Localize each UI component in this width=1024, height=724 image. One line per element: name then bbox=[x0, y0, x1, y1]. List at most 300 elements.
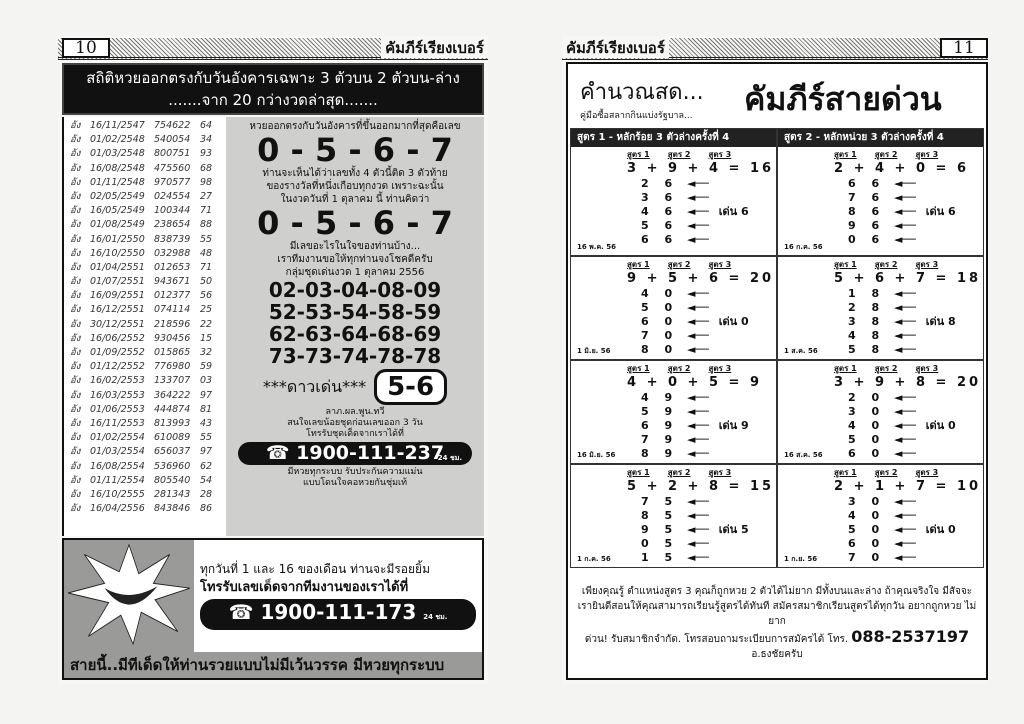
day: อัง bbox=[70, 503, 81, 515]
text-line: โทรรับชุดเด็ดจากเราได้ที่ bbox=[306, 429, 404, 439]
digit-pair: 6 6 bbox=[848, 177, 886, 190]
day: อัง bbox=[70, 446, 81, 458]
number-set: 02-03-04-08-09 bbox=[268, 278, 442, 302]
digit-pair: 4 0 bbox=[848, 509, 886, 522]
formula-labels bbox=[627, 259, 776, 270]
date: 16/11/2553 bbox=[90, 417, 145, 429]
two-digit: 68 bbox=[200, 162, 213, 174]
day: อัง bbox=[70, 474, 81, 486]
date: 16/08/2548 bbox=[90, 162, 145, 174]
history-row bbox=[64, 176, 226, 190]
history-row bbox=[64, 218, 226, 232]
panel-header: สูตร 2 - หลักหน่วย 3 ตัวล่างครั้งที่ 4 bbox=[778, 129, 983, 147]
two-digit: 25 bbox=[200, 304, 213, 316]
date: 01/12/2552 bbox=[90, 361, 145, 373]
day: อัง bbox=[70, 134, 81, 146]
ad-body bbox=[64, 540, 482, 652]
history-row bbox=[64, 147, 226, 161]
formula-label: สูตร 1 bbox=[627, 150, 650, 159]
digit-row bbox=[848, 495, 983, 509]
digit-row bbox=[641, 287, 776, 301]
digit-row bbox=[848, 537, 983, 551]
digit-row bbox=[641, 391, 776, 405]
day: อัง bbox=[70, 148, 81, 160]
day: อัง bbox=[70, 403, 81, 415]
day: อัง bbox=[70, 304, 81, 316]
hot-digits: 0 - 5 - 6 - 7 bbox=[257, 131, 453, 169]
digit-pair: 3 8 bbox=[848, 315, 886, 328]
date: 01/08/2549 bbox=[90, 219, 145, 231]
digit-row bbox=[848, 287, 983, 301]
day: อัง bbox=[70, 361, 81, 373]
footer-line: เพียงคุณรู้ ตำแหน่งสูตร 3 คุณก็ถูกหวย 2 ตัวได้ไม่ยาก มีทั้งบนและล่าง ถ้าคุณจริงใจ มีสัจจะ bbox=[581, 586, 973, 597]
arrow-icon: ◄── bbox=[894, 177, 916, 190]
highlight-digit: เด่น 0 bbox=[925, 523, 956, 536]
highlight-digit: เด่น 9 bbox=[718, 419, 749, 432]
digit-row bbox=[848, 191, 983, 205]
digit-row bbox=[641, 191, 776, 205]
arrow-icon: ◄── bbox=[894, 233, 916, 246]
date: 01/06/2553 bbox=[90, 403, 145, 415]
history-row bbox=[64, 133, 226, 147]
date: 16/03/2553 bbox=[90, 389, 145, 401]
arrow-icon: ◄── bbox=[687, 315, 709, 328]
analysis-panel bbox=[226, 117, 484, 536]
phone-note: 24 ชม. bbox=[437, 454, 462, 462]
digit-pair: 2 6 bbox=[641, 177, 679, 190]
digit-row bbox=[848, 343, 983, 357]
digit-pair: 5 9 bbox=[641, 405, 679, 418]
highlight-digit: เด่น 5 bbox=[718, 523, 749, 536]
page-header bbox=[58, 38, 488, 60]
date: 16/05/2549 bbox=[90, 205, 145, 217]
draw-date: 1 ก.ค. 56 bbox=[577, 555, 611, 563]
day: อัง bbox=[70, 318, 81, 330]
ad-phone bbox=[200, 599, 476, 630]
draw-date: 16 พ.ค. 56 bbox=[577, 243, 616, 251]
highlight-digit: เด่น 6 bbox=[718, 205, 749, 218]
prize-number: 813993 bbox=[154, 417, 191, 429]
date: 16/10/2555 bbox=[90, 488, 145, 500]
formula-label: สูตร 1 bbox=[834, 468, 857, 477]
text-line: ของรางวัลที่หนึ่งเกือบทุกงวด เพราะฉะนั้น bbox=[266, 181, 444, 192]
footer-phone: 088-2537197 bbox=[851, 627, 970, 646]
formula-panel bbox=[777, 360, 984, 464]
draw-date: 1 ส.ค. 56 bbox=[784, 347, 818, 355]
digit-pair: 8 9 bbox=[641, 447, 679, 460]
two-digit: 48 bbox=[200, 247, 213, 259]
phone-number: 1900-111-237 bbox=[296, 442, 445, 464]
text-line: สนใจเลขน้อยชุดก่อนเลขออก 3 วัน bbox=[287, 418, 423, 428]
left-page bbox=[58, 36, 488, 684]
formula-panel bbox=[777, 464, 984, 568]
prize-number: 024554 bbox=[154, 190, 191, 202]
digit-pair: 6 0 bbox=[848, 447, 886, 460]
arrow-icon: ◄── bbox=[894, 509, 916, 522]
text-line: มีเลขอะไรในใจของท่านบ้าง... bbox=[289, 241, 421, 252]
digit-row bbox=[848, 219, 983, 233]
day: อัง bbox=[70, 460, 81, 472]
date: 30/12/2551 bbox=[90, 318, 145, 330]
equation: 9 + 5 + 6 = 20 bbox=[627, 271, 775, 286]
prize-number: 281343 bbox=[154, 488, 191, 500]
history-row bbox=[64, 233, 226, 247]
two-digit: 97 bbox=[200, 446, 213, 458]
two-digit: 59 bbox=[200, 361, 213, 373]
formula-label: สูตร 3 bbox=[708, 364, 732, 373]
digit-row bbox=[641, 315, 776, 329]
digit-pair: 8 0 bbox=[641, 343, 679, 356]
digit-pair: 2 8 bbox=[848, 301, 886, 314]
brand-logo: คัมภีร์เรียงเบอร์ bbox=[562, 38, 669, 58]
equation: 5 + 2 + 8 = 15 bbox=[627, 479, 775, 494]
formula-label: สูตร 2 bbox=[667, 468, 691, 477]
digit-pair: 5 8 bbox=[848, 343, 886, 356]
digit-pair: 5 6 bbox=[641, 219, 679, 232]
equation: 2 + 1 + 7 = 10 bbox=[834, 479, 982, 494]
history-row bbox=[64, 289, 226, 303]
formula-label: สูตร 2 bbox=[874, 260, 898, 269]
formula-label: สูตร 1 bbox=[834, 150, 857, 159]
arrow-icon: ◄── bbox=[894, 551, 916, 564]
right-page bbox=[562, 36, 988, 684]
digit-row bbox=[848, 523, 983, 537]
date: 16/11/2547 bbox=[90, 120, 145, 131]
formula-label: สูตร 2 bbox=[667, 150, 691, 159]
day: อัง bbox=[70, 375, 81, 387]
footer-line: เรายินดีสอนให้คุณสามารถเรียนรู้สูตรได้ทันที สมัครสมาชิกเรียนสูตรได้ทุกวัน อยากถูกหวย ไม่ยาก bbox=[577, 601, 977, 627]
two-digit: 71 bbox=[200, 261, 213, 273]
date: 01/02/2548 bbox=[90, 134, 145, 146]
two-digit: 54 bbox=[200, 474, 213, 486]
digit-row bbox=[641, 205, 776, 219]
arrow-icon: ◄── bbox=[894, 405, 916, 418]
history-row bbox=[64, 346, 226, 360]
equation: 3 + 9 + 8 = 20 bbox=[834, 375, 982, 390]
history-row bbox=[64, 303, 226, 317]
arrow-icon: ◄── bbox=[894, 523, 916, 536]
formula-panel bbox=[570, 464, 777, 568]
prize-number: 930456 bbox=[154, 332, 191, 344]
day: อัง bbox=[70, 261, 81, 273]
digit-row bbox=[848, 433, 983, 447]
digit-pair: 4 0 bbox=[641, 287, 679, 300]
prize-number: 218596 bbox=[154, 318, 191, 330]
two-digit: 43 bbox=[200, 417, 213, 429]
digit-pair: 6 0 bbox=[848, 537, 886, 550]
number-set: 52-53-54-58-59 bbox=[268, 300, 442, 324]
digit-row bbox=[641, 301, 776, 315]
page-number: 10 bbox=[62, 38, 110, 58]
two-digit: 50 bbox=[200, 276, 213, 288]
formula-labels bbox=[834, 363, 983, 374]
text-line: ในงวดวันที่ 1 ตุลาคม นี้ ท่านคิดว่า bbox=[280, 194, 430, 205]
two-digit: 28 bbox=[200, 488, 213, 500]
two-digit: 55 bbox=[200, 233, 213, 245]
arrow-icon: ◄── bbox=[894, 301, 916, 314]
digit-row bbox=[641, 447, 776, 461]
day: อัง bbox=[70, 276, 81, 288]
day: อัง bbox=[70, 417, 81, 429]
date: 16/01/2550 bbox=[90, 233, 145, 245]
digit-row bbox=[848, 447, 983, 461]
draw-date: 16 ก.ค. 56 bbox=[784, 243, 823, 251]
history-row bbox=[64, 374, 226, 388]
digit-pair: 4 6 bbox=[641, 205, 679, 218]
prize-number: 838739 bbox=[154, 233, 191, 245]
date: 01/11/2554 bbox=[90, 474, 145, 486]
arrow-icon: ◄── bbox=[687, 191, 709, 204]
digit-pair: 3 0 bbox=[848, 405, 886, 418]
day: อัง bbox=[70, 205, 81, 217]
digit-pair: 1 5 bbox=[641, 551, 679, 564]
prize-number: 133707 bbox=[154, 375, 191, 387]
page-header bbox=[562, 38, 988, 60]
draw-date: 1 มิ.ย. 56 bbox=[577, 347, 611, 355]
intro-text: หวยออกตรงกับวันอังคารที่ขึ้นออกมากที่สุดคือเลข bbox=[249, 121, 461, 132]
digit-pair: 5 0 bbox=[848, 433, 886, 446]
formula-labels bbox=[627, 467, 776, 478]
digit-pair: 4 0 bbox=[848, 419, 886, 432]
equation: 5 + 6 + 7 = 18 bbox=[834, 271, 982, 286]
ad-slogan: สายนี้..มีทีเด็ดให้ท่านรวยแบบไม่มีเว้นวรรค มีหวยทุกระบบ bbox=[64, 652, 482, 678]
digit-row bbox=[848, 419, 983, 433]
day: อัง bbox=[70, 247, 81, 259]
two-digit: 03 bbox=[200, 375, 213, 387]
formula-label: สูตร 2 bbox=[874, 364, 898, 373]
digit-pair: 0 5 bbox=[641, 537, 679, 550]
digit-pair: 6 6 bbox=[641, 233, 679, 246]
formula-label: สูตร 3 bbox=[708, 468, 732, 477]
prize-number: 015865 bbox=[154, 347, 191, 358]
phone-icon: ☎ bbox=[228, 600, 261, 624]
formula-grid bbox=[570, 128, 984, 568]
prize-number: 970577 bbox=[154, 176, 191, 188]
date: 01/04/2551 bbox=[90, 261, 145, 273]
digit-row bbox=[641, 177, 776, 191]
arrow-icon: ◄── bbox=[894, 391, 916, 404]
date: 16/08/2554 bbox=[90, 460, 145, 472]
digit-pair: 7 9 bbox=[641, 433, 679, 446]
panel-header: สูตร 1 - หลักร้อย 3 ตัวล่างครั้งที่ 4 bbox=[571, 129, 776, 147]
prize-number: 012377 bbox=[154, 290, 191, 302]
arrow-icon: ◄── bbox=[687, 391, 709, 404]
history-row bbox=[64, 431, 226, 445]
prize-number: 100344 bbox=[154, 205, 191, 217]
history-row bbox=[64, 502, 226, 516]
digit-pair: 3 6 bbox=[641, 191, 679, 204]
arrow-icon: ◄── bbox=[687, 433, 709, 446]
arrow-icon: ◄── bbox=[894, 537, 916, 550]
two-digit: 71 bbox=[200, 205, 213, 217]
digit-row bbox=[641, 551, 776, 565]
digit-row bbox=[641, 233, 776, 247]
formula-panel bbox=[570, 360, 777, 464]
two-digit: 86 bbox=[200, 503, 213, 515]
digit-row bbox=[848, 301, 983, 315]
arrow-icon: ◄── bbox=[687, 329, 709, 342]
formula-labels bbox=[627, 149, 776, 160]
two-digit: 98 bbox=[200, 176, 213, 188]
prize-number: 610089 bbox=[154, 432, 191, 444]
formula-label: สูตร 3 bbox=[708, 260, 732, 269]
text-line: มีหวยทุกระบบ รับประกันความแม่น bbox=[287, 467, 423, 477]
hotline-phone bbox=[238, 442, 472, 465]
digit-pair: 6 9 bbox=[641, 419, 679, 432]
day: อัง bbox=[70, 488, 81, 500]
prize-number: 656037 bbox=[154, 446, 191, 458]
date: 16/02/2553 bbox=[90, 375, 145, 387]
prize-number: 800751 bbox=[154, 148, 191, 160]
two-digit: 97 bbox=[200, 389, 213, 401]
formula-label: สูตร 1 bbox=[627, 468, 650, 477]
history-row bbox=[64, 417, 226, 431]
draw-date: 16 ส.ค. 56 bbox=[784, 451, 823, 459]
digit-pair: 8 6 bbox=[848, 205, 886, 218]
highlight-digit: เด่น 8 bbox=[925, 315, 956, 328]
digit-row bbox=[848, 315, 983, 329]
two-digit: 27 bbox=[200, 190, 213, 202]
number-set: 62-63-64-68-69 bbox=[268, 322, 442, 346]
history-row bbox=[64, 360, 226, 374]
date: 16/06/2552 bbox=[90, 332, 145, 344]
digit-pair: 7 0 bbox=[641, 329, 679, 342]
arrow-icon: ◄── bbox=[894, 287, 916, 300]
digit-row bbox=[848, 177, 983, 191]
text-line: ท่านจะเห็นได้ว่าเลขทั้ง 4 ตัวนี้ติด 3 ตัวท้าย bbox=[262, 168, 448, 179]
history-row bbox=[64, 119, 226, 133]
draw-date: 1 ก.ย. 56 bbox=[784, 555, 818, 563]
number-set: 73-73-74-78-78 bbox=[268, 344, 442, 368]
day: อัง bbox=[70, 120, 81, 131]
formula-label: สูตร 2 bbox=[667, 364, 691, 373]
two-digit: 64 bbox=[200, 120, 213, 131]
ad-text bbox=[194, 540, 482, 652]
arrow-icon: ◄── bbox=[687, 177, 709, 190]
date: 16/09/2551 bbox=[90, 290, 145, 302]
two-digit: 93 bbox=[200, 148, 213, 160]
highlight-digit: เด่น 0 bbox=[718, 315, 749, 328]
arrow-icon: ◄── bbox=[687, 205, 709, 218]
digit-row bbox=[848, 233, 983, 247]
formula-label: สูตร 2 bbox=[667, 260, 691, 269]
digit-row bbox=[641, 495, 776, 509]
brand-logo: คัมภีร์เรียงเบอร์ bbox=[381, 38, 488, 58]
formula-label: สูตร 1 bbox=[834, 260, 857, 269]
star-value: 5-6 bbox=[374, 369, 447, 405]
prize-number: 805540 bbox=[154, 474, 191, 486]
arrow-icon: ◄── bbox=[894, 419, 916, 432]
arrow-icon: ◄── bbox=[687, 509, 709, 522]
date: 01/02/2554 bbox=[90, 432, 145, 444]
formula-label: สูตร 3 bbox=[915, 364, 939, 373]
history-row bbox=[64, 460, 226, 474]
formula-label: สูตร 2 bbox=[874, 150, 898, 159]
day: อัง bbox=[70, 389, 81, 401]
date: 01/11/2548 bbox=[90, 176, 145, 188]
two-digit: 88 bbox=[200, 219, 213, 231]
history-row bbox=[64, 389, 226, 403]
smile-burst-icon bbox=[64, 540, 194, 652]
digit-pair: 2 0 bbox=[848, 391, 886, 404]
formula-box bbox=[566, 62, 988, 680]
digit-pair: 4 8 bbox=[848, 329, 886, 342]
formula-label: สูตร 1 bbox=[627, 364, 650, 373]
day: อัง bbox=[70, 332, 81, 344]
digit-row bbox=[641, 419, 776, 433]
digit-pair: 1 8 bbox=[848, 287, 886, 300]
history-row bbox=[64, 261, 226, 275]
formula-label: สูตร 1 bbox=[834, 364, 857, 373]
date: 01/07/2551 bbox=[90, 276, 145, 288]
arrow-icon: ◄── bbox=[894, 495, 916, 508]
digit-row bbox=[641, 523, 776, 537]
footer-sign: อ.ธงชัยครับ bbox=[751, 649, 803, 660]
prize-number: 540054 bbox=[154, 134, 191, 146]
digit-pair: 5 0 bbox=[641, 301, 679, 314]
two-digit: 34 bbox=[200, 134, 213, 146]
equation: 4 + 0 + 5 = 9 bbox=[627, 375, 763, 390]
equation: 2 + 4 + 0 = 6 bbox=[834, 161, 970, 176]
arrow-icon: ◄── bbox=[894, 205, 916, 218]
formula-label: สูตร 3 bbox=[915, 150, 939, 159]
formula-labels bbox=[627, 363, 776, 374]
two-digit: 56 bbox=[200, 290, 213, 302]
two-digit: 62 bbox=[200, 460, 213, 472]
digit-row bbox=[641, 343, 776, 357]
formula-label: สูตร 3 bbox=[915, 468, 939, 477]
arrow-icon: ◄── bbox=[894, 315, 916, 328]
digit-pair: 8 5 bbox=[641, 509, 679, 522]
prize-number: 754622 bbox=[154, 120, 191, 131]
history-row bbox=[64, 247, 226, 261]
digit-pair: 5 0 bbox=[848, 523, 886, 536]
digit-pair: 7 6 bbox=[848, 191, 886, 204]
two-digit: 32 bbox=[200, 347, 213, 358]
banner-line: .......จาก 20 กว่างวดล่าสุด....... bbox=[168, 91, 378, 109]
arrow-icon: ◄── bbox=[687, 447, 709, 460]
digit-pair: 6 0 bbox=[641, 315, 679, 328]
history-row bbox=[64, 332, 226, 346]
history-row bbox=[64, 204, 226, 218]
digit-row bbox=[641, 537, 776, 551]
formula-panel bbox=[777, 128, 984, 256]
title-banner bbox=[62, 63, 484, 115]
formula-label: สูตร 3 bbox=[915, 260, 939, 269]
hot-digits: 0 - 5 - 6 - 7 bbox=[257, 204, 453, 242]
digit-pair: 0 6 bbox=[848, 233, 886, 246]
two-digit: 22 bbox=[200, 318, 213, 330]
prize-number: 032988 bbox=[154, 247, 191, 259]
formula-label: สูตร 3 bbox=[708, 150, 732, 159]
date: 16/10/2550 bbox=[90, 247, 145, 259]
formula-label: สูตร 1 bbox=[627, 260, 650, 269]
two-digit: 55 bbox=[200, 432, 213, 444]
arrow-icon: ◄── bbox=[687, 495, 709, 508]
footer-text bbox=[570, 568, 984, 678]
digit-row bbox=[848, 509, 983, 523]
arrow-icon: ◄── bbox=[687, 405, 709, 418]
day: อัง bbox=[70, 190, 81, 202]
digit-row bbox=[848, 551, 983, 565]
digit-row bbox=[641, 433, 776, 447]
phone-number: 1900-111-173 bbox=[260, 600, 417, 624]
digit-pair: 9 6 bbox=[848, 219, 886, 232]
arrow-icon: ◄── bbox=[894, 219, 916, 232]
date: 16/04/2556 bbox=[90, 503, 145, 515]
subtitle: คู่มือซื้อสลากกินแบ่งรัฐบาล... bbox=[580, 111, 693, 121]
star-numbers bbox=[226, 369, 484, 405]
